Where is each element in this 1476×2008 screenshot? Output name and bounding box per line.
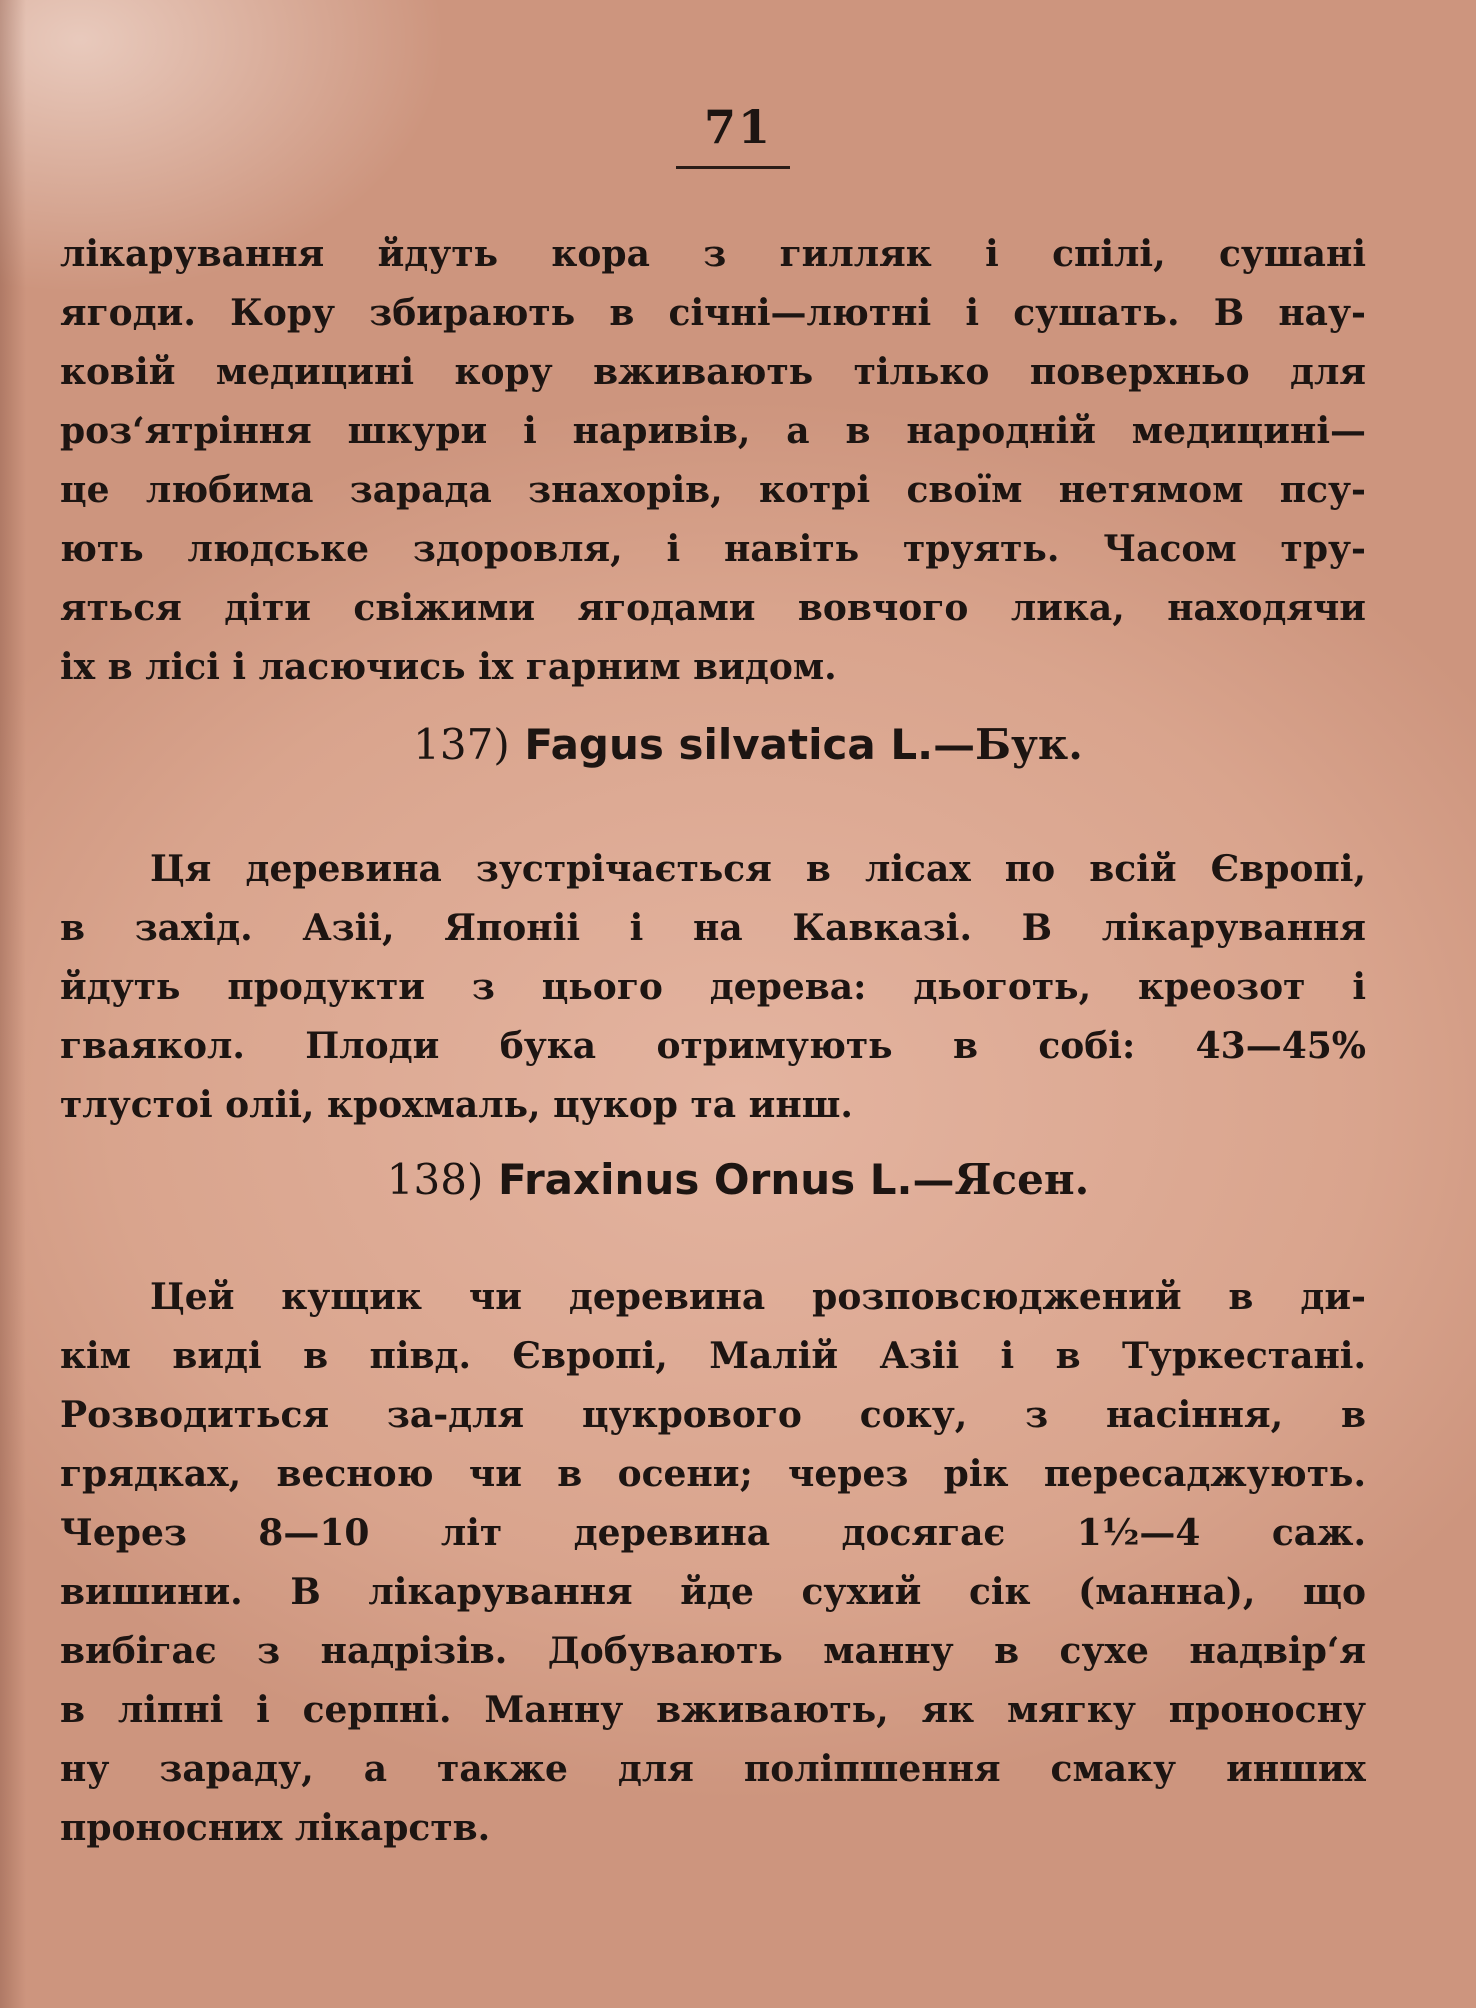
page-number-rule (676, 166, 790, 169)
latin-name: Fraxinus Ornus L. (497, 1155, 913, 1204)
page-number: 71 (703, 100, 772, 154)
section-number: 137) (413, 720, 510, 769)
intro-paragraph (60, 225, 1366, 697)
text-line: тлустоі оліі, крохмаль, цукор та инш. (60, 1084, 853, 1126)
section-heading-138 (0, 1155, 1476, 1204)
text-line: проносних лікарств. (60, 1807, 491, 1849)
text-line: в ліпні і серпні. Манну вживають, як мягку проносну (60, 1689, 1366, 1731)
text-line: Ця деревина зустрічається в лісах по всій Європі, (150, 848, 1366, 890)
text-line: лікарування йдуть кора з гилляк і спілі, сушані (60, 233, 1366, 275)
text-line: Цей кущик чи деревина розповсюджений в ди- (150, 1276, 1366, 1318)
text-line: грядках, весною чи в осени; через рік пересаджують. (60, 1453, 1366, 1495)
section-heading-137 (0, 720, 1476, 769)
text-line: ють людське здоровля, і навіть труять. Часом тру- (60, 528, 1366, 570)
text-line: вишини. В лікарування йде сухий сік (манна), що (60, 1571, 1366, 1613)
spine-shadow (0, 0, 26, 2008)
text-line: ковій медицині кору вживають тілько поверхньо для (60, 351, 1366, 393)
latin-name: Fagus silvatica L. (524, 720, 934, 769)
text-line: гваякол. Плоди бука отримують в собі: 43—45% (60, 1025, 1366, 1067)
text-line: вибігає з надрізів. Добувають манну в сухе надвір‘я (60, 1630, 1366, 1672)
text-line: іх в лісі і ласючись іх гарним видом. (60, 646, 837, 688)
text-line: яться діти свіжими ягодами вовчого лика, находячи (60, 587, 1366, 629)
section-number: 138) (386, 1155, 484, 1204)
text-line: Через 8—10 літ деревина досягає 1½—4 саж. (60, 1512, 1366, 1554)
text-line: йдуть продукти з цього дерева: дьоготь, креозот і (60, 966, 1366, 1008)
section-137-paragraph (60, 840, 1366, 1135)
native-name: —Ясен. (912, 1155, 1090, 1204)
text-line: ягоди. Кору збирають в січні—лютні і сушать. В нау- (60, 292, 1366, 334)
text-line: в захід. Азіі, Японіі і на Кавказі. В лікарування (60, 907, 1366, 949)
native-name: —Бук. (933, 720, 1083, 769)
text-line: роз‘ятріння шкури і наривів, а в народній медицині— (60, 410, 1366, 452)
text-line: це любима зарада знахорів, котрі своїм нетямом псу- (60, 469, 1366, 511)
text-line: кім виді в півд. Європі, Малій Азіі і в Туркестані. (60, 1335, 1366, 1377)
section-138-paragraph (60, 1268, 1366, 1858)
text-line: ну зараду, а также для поліпшення смаку инших (60, 1748, 1366, 1790)
text-line: Розводиться за-для цукрового соку, з насіння, в (60, 1394, 1366, 1436)
